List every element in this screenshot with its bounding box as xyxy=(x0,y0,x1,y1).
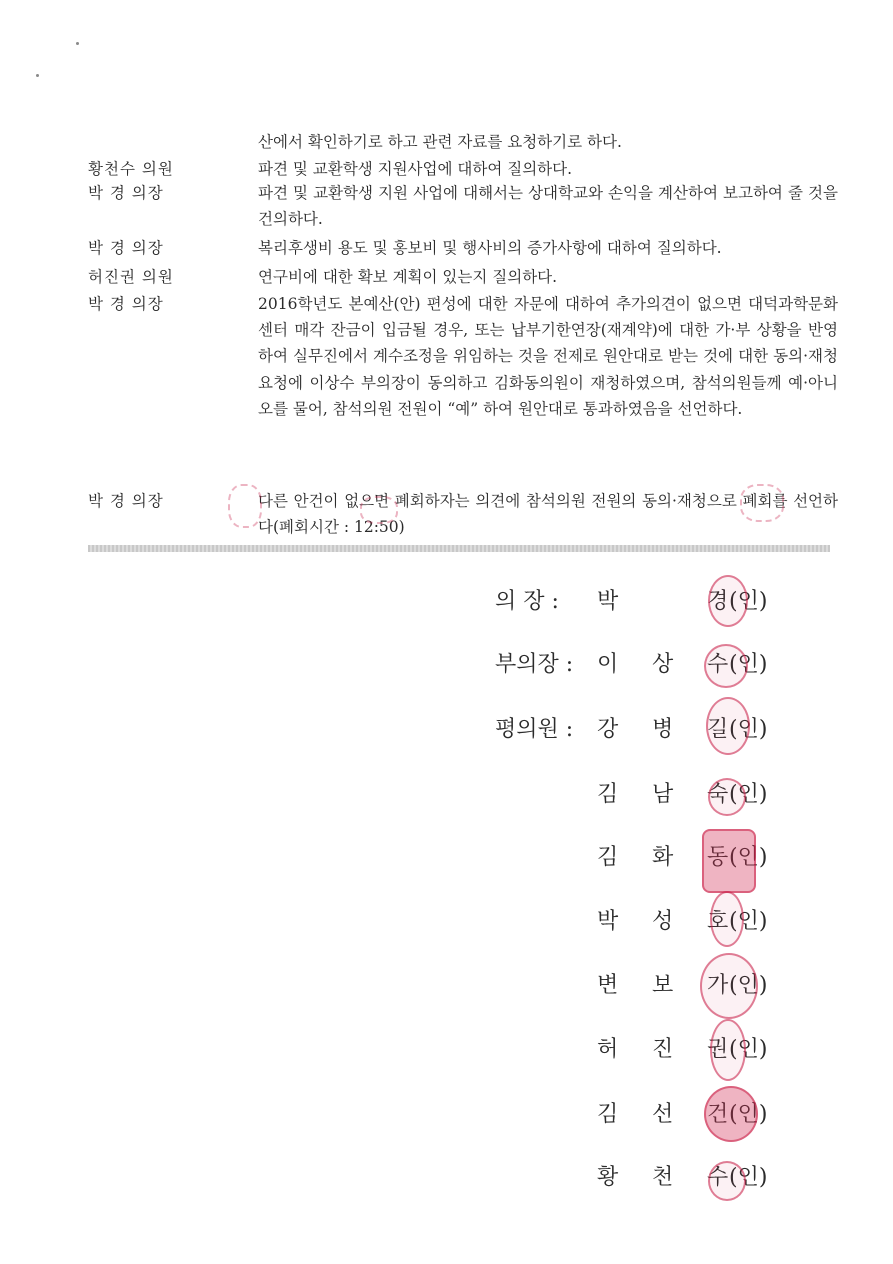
name-char: 상 xyxy=(652,652,674,677)
name-char: 박 xyxy=(597,909,619,934)
name-char: 남 xyxy=(652,782,674,807)
speaker-label: 허진권 의원 xyxy=(88,268,174,286)
name-char: 박 xyxy=(597,589,619,614)
scan-speck xyxy=(36,74,39,77)
red-seal-stamp xyxy=(700,1161,752,1195)
seal-mark: (인) xyxy=(729,717,768,742)
red-seal-stamp xyxy=(700,713,752,747)
seal-mark: (인) xyxy=(729,845,768,870)
speaker-label: 박 경 의장 xyxy=(88,492,164,510)
signer-name xyxy=(597,582,777,622)
name-char: 경 xyxy=(707,589,729,614)
name-char: 선 xyxy=(652,1102,674,1127)
name-char: 병 xyxy=(652,717,674,742)
signer-name xyxy=(597,1030,777,1070)
speaker-label: 박 경 의장 xyxy=(88,239,164,257)
red-seal-stamp xyxy=(700,1033,752,1067)
signer-name xyxy=(597,966,777,1006)
seal-mark: (인) xyxy=(729,589,768,614)
name-char: 동 xyxy=(707,845,729,870)
red-seal-stamp xyxy=(700,648,752,682)
speaker-label: 황천수 의원 xyxy=(88,160,174,178)
entry-text: 연구비에 대한 확보 계획이 있는지 질의하다. xyxy=(258,268,558,286)
signer-name xyxy=(597,902,777,942)
name-char: 변 xyxy=(597,973,619,998)
entry-text: 산에서 확인하기로 하고 관련 자료를 요청하기로 하다. xyxy=(258,133,622,151)
signer-title: 의 장 : xyxy=(495,589,559,614)
signer-name xyxy=(597,1158,777,1198)
name-char: 수 xyxy=(707,1165,729,1190)
name-char: 가 xyxy=(707,973,729,998)
signer-name xyxy=(597,838,777,878)
name-char: 천 xyxy=(652,1165,674,1190)
signer-name xyxy=(597,1095,777,1135)
signer-name xyxy=(597,710,777,750)
name-char: 강 xyxy=(597,717,619,742)
entry-text: 다른 안건이 없으면 폐회하자는 의견에 참석의원 전원의 동의·재청으로 폐회를 선언하다(폐회시간 : 12:50) xyxy=(258,492,838,537)
red-seal-stamp xyxy=(700,969,752,1003)
red-seal-stamp xyxy=(700,585,752,619)
name-char: 권 xyxy=(707,1037,729,1062)
name-char: 길 xyxy=(707,717,729,742)
name-char: 성 xyxy=(652,909,674,934)
scan-speck xyxy=(76,42,79,45)
signer-title: 평의원 : xyxy=(495,717,574,742)
name-char: 수 xyxy=(707,652,729,677)
name-char: 황 xyxy=(597,1165,619,1190)
seal-smear xyxy=(228,484,262,528)
seal-mark: (인) xyxy=(729,1165,768,1190)
entry-text: 파견 및 교환학생 지원 사업에 대해서는 상대학교와 손익을 계산하여 보고하여 줄 것을 건의하다. xyxy=(258,184,838,229)
name-char: 화 xyxy=(652,845,674,870)
entry-text: 복리후생비 용도 및 홍보비 및 행사비의 증가사항에 대하여 질의하다. xyxy=(258,239,722,257)
name-char: 숙 xyxy=(707,782,729,807)
seal-mark: (인) xyxy=(729,973,768,998)
seal-smear xyxy=(360,496,398,524)
name-char: 김 xyxy=(597,782,619,807)
signer-name xyxy=(597,775,777,815)
seal-mark: (인) xyxy=(729,782,768,807)
seal-mark: (인) xyxy=(729,1037,768,1062)
red-seal-stamp xyxy=(700,1098,752,1132)
name-char: 건 xyxy=(707,1102,729,1127)
name-char: 김 xyxy=(597,1102,619,1127)
seal-mark: (인) xyxy=(729,909,768,934)
section-divider xyxy=(88,545,830,552)
seal-mark: (인) xyxy=(729,652,768,677)
red-seal-stamp xyxy=(700,905,752,939)
speaker-label: 박 경 의장 xyxy=(88,295,164,313)
name-char: 진 xyxy=(652,1037,674,1062)
signer-name xyxy=(597,645,777,685)
red-seal-stamp xyxy=(700,841,752,875)
name-char: 호 xyxy=(707,909,729,934)
seal-mark: (인) xyxy=(729,1102,768,1127)
speaker-label: 박 경 의장 xyxy=(88,184,164,202)
entry-text: 2016학년도 본예산(안) 편성에 대한 자문에 대하여 추가의견이 없으면 대덕과학문화센터 매각 잔금이 입금될 경우, 또는 납부기한연장(재계약)에 대한 가·부 상황을 반영하여 실무진에서 계수조정을 위임하는 것을 전제로 원안대로 받는 것에 대한 동의·재청 요청에 이상수 부의장이 동의하고 김화동의원이 재청하였으며, 참석의원들께 예·아니오를 물어, 참석의원 전원이 “예” 하여 원안대로 통과하였음을 선언하다. xyxy=(258,295,838,418)
signer-title: 부의장 : xyxy=(495,652,574,677)
red-seal-stamp xyxy=(700,778,752,812)
name-char: 이 xyxy=(597,652,619,677)
name-char: 보 xyxy=(652,973,674,998)
name-char: 김 xyxy=(597,845,619,870)
entry-text: 파견 및 교환학생 지원사업에 대하여 질의하다. xyxy=(258,160,573,178)
seal-smear xyxy=(740,484,784,522)
name-char: 허 xyxy=(597,1037,619,1062)
